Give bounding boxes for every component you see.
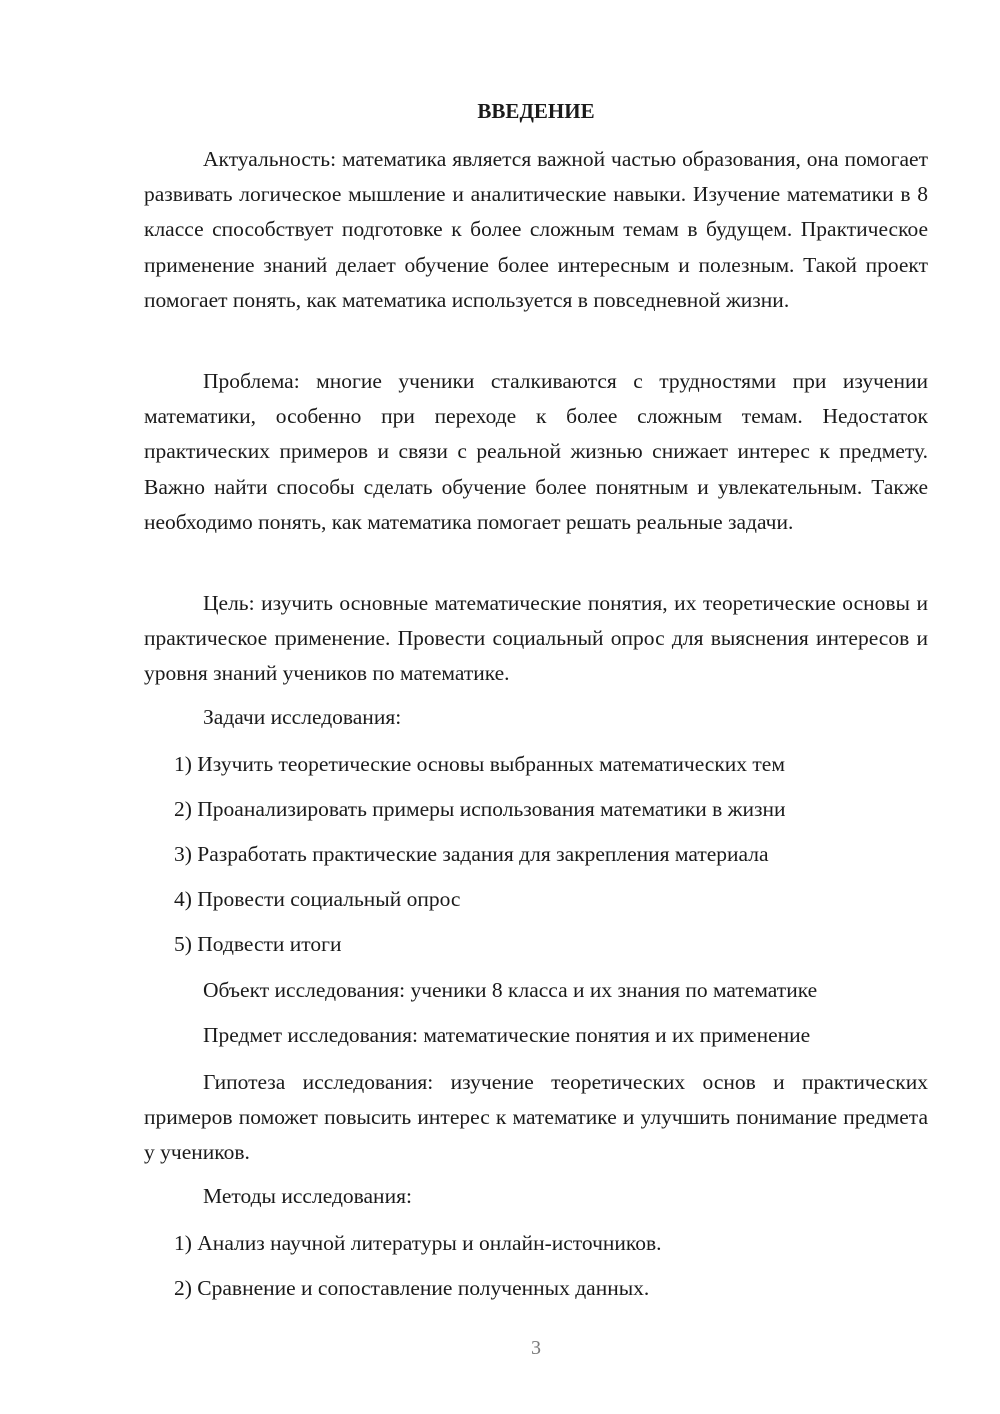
relevance-paragraph: Актуальность: математика является важной частью образования, она помогает развивать логическое мышление и аналитические навыки. Изучение математики в 8 классе способствует подготовке к более сложным темам в будущем. Практическое применение знаний делает обучение более интересным и полезным. Такой проект помогает понять, как математика используется в повседневной жизни. [144, 147, 928, 312]
problem-paragraph: Проблема: многие ученики сталкиваются с трудностями при изучении математики, особенно при переходе к более сложным темам. Недостаток практических примеров и связи с реальной жизнью снижает интерес к предмету. Важно найти способы сделать обучение более понятным и увлекательным. Также необходимо понять, как математика помогает решать реальные задачи. [144, 369, 928, 534]
task-item: 2) Проанализировать примеры использования математики в жизни [174, 797, 786, 821]
hypothesis-paragraph: Гипотеза исследования: изучение теоретических основ и практических примеров поможет повысить интерес к математике и улучшить понимание предмета у учеников. [144, 1070, 928, 1165]
goal-paragraph: Цель: изучить основные математические понятия, их теоретические основы и практическое применение. Провести социальный опрос для выяснения интересов и уровня знаний учеников по математике. [144, 591, 928, 686]
method-item: 1) Анализ научной литературы и онлайн-источников. [174, 1231, 662, 1255]
task-item: 4) Провести социальный опрос [174, 887, 461, 911]
page-number: 3 [531, 1337, 541, 1359]
method-item: 2) Сравнение и сопоставление полученных данных. [174, 1276, 650, 1300]
research-subject: Предмет исследования: математические понятия и их применение [203, 1023, 811, 1047]
tasks-heading: Задачи исследования: [203, 705, 402, 729]
methods-heading: Методы исследования: [203, 1184, 412, 1208]
page-title: ВВЕДЕНИЕ [477, 99, 595, 123]
task-item: 5) Подвести итоги [174, 932, 342, 956]
research-object: Объект исследования: ученики 8 класса и их знания по математике [203, 978, 818, 1002]
task-item: 3) Разработать практические задания для закрепления материала [174, 842, 769, 866]
task-item: 1) Изучить теоретические основы выбранных математических тем [174, 752, 785, 776]
